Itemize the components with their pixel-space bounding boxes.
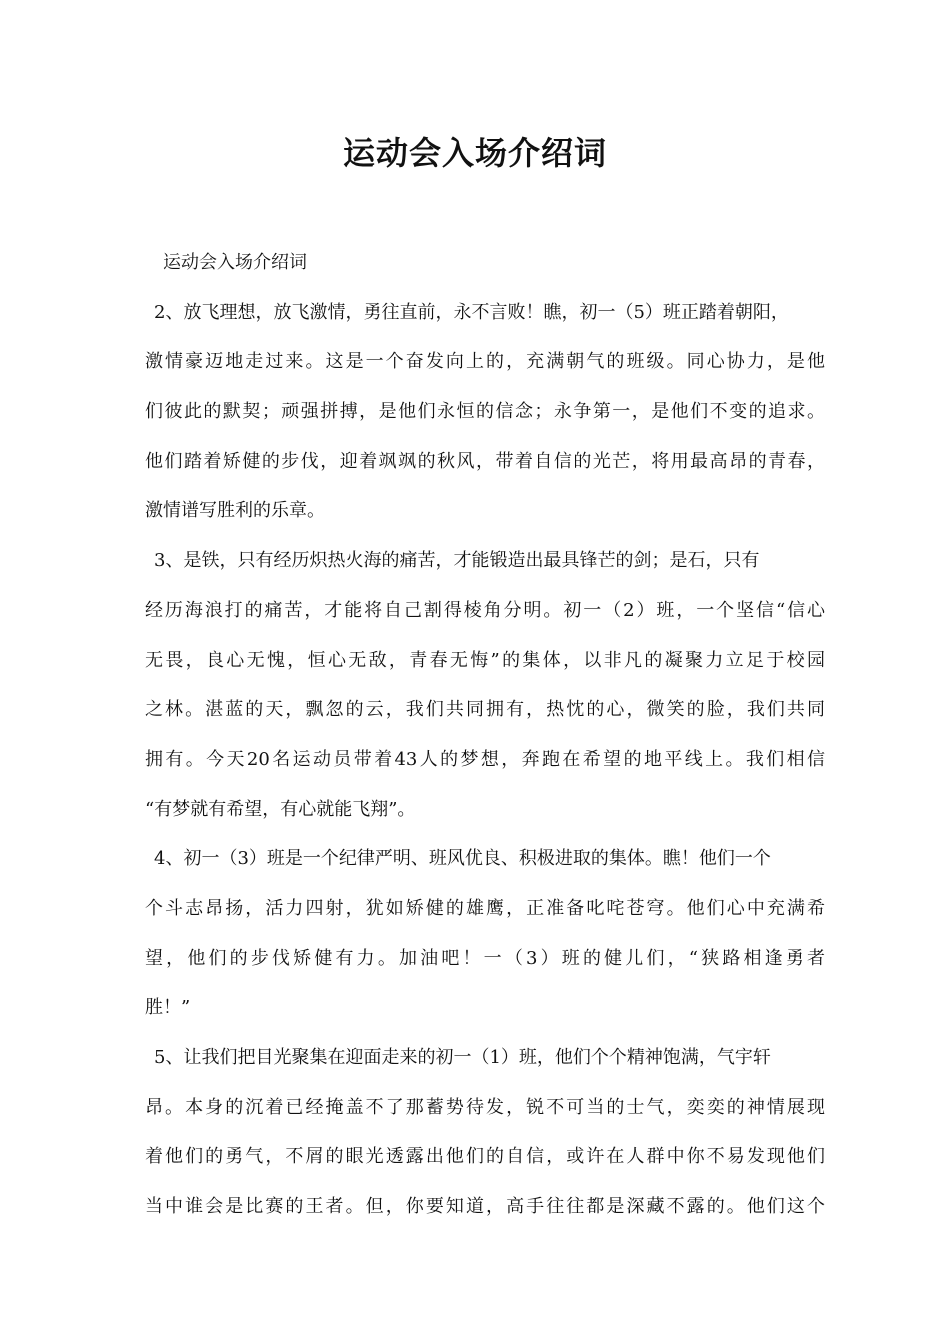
text-line: 们彼此的默契；顽强拼搏，是他们永恒的信念；永争第一，是他们不变的追求。	[145, 401, 825, 423]
document-title: 运动会入场介绍词	[342, 134, 607, 172]
text-line: 3、是铁，只有经历炽热火海的痛苦，才能锻造出最具锋芒的剑；是石，只有	[154, 550, 760, 572]
text-line: 4、初一（3）班是一个纪律严明、班风优良、积极进取的集体。瞧！他们一个	[154, 848, 771, 870]
text-line: 个斗志昂扬，活力四射，犹如矫健的雄鹰，正准备叱咤苍穹。他们心中充满希	[145, 897, 825, 919]
text-line: 胜！”	[145, 997, 191, 1019]
text-line: 激情谱写胜利的乐章。	[145, 500, 325, 522]
text-line: 拥有。今天20名运动员带着43人的梦想，奔跑在希望的地平线上。我们相信	[145, 748, 825, 770]
document-body	[145, 243, 825, 1237]
text-line: 昂。本身的沉着已经掩盖不了那蓄势待发，锐不可当的士气，奕奕的神情展现	[145, 1096, 825, 1118]
text-line: 无畏，良心无愧，恒心无敌，青春无悔”的集体，以非凡的凝聚力立足于校园	[145, 649, 825, 671]
text-line: 着他们的勇气，不屑的眼光透露出他们的自信，或许在人群中你不易发现他们	[145, 1146, 825, 1168]
text-line: 2、放飞理想，放飞激情，勇往直前，永不言败！瞧，初一（5）班正踏着朝阳，	[154, 301, 789, 323]
text-line: 激情豪迈地走过来。这是一个奋发向上的，充满朝气的班级。同心协力，是他	[145, 351, 825, 373]
text-line: 之林。湛蓝的天，飘忽的云，我们共同拥有，热忱的心，微笑的脸，我们共同	[145, 699, 825, 721]
text-line: 望，他们的步伐矫健有力。加油吧！一（3）班的健儿们，“狭路相逢勇者	[145, 947, 825, 969]
text-line: 他们踏着矫健的步伐，迎着飒飒的秋风，带着自信的光芒，将用最高昂的青春，	[145, 450, 825, 472]
text-line: 经历海浪打的痛苦，才能将自己割得棱角分明。初一（2）班，一个坚信“信心	[145, 599, 825, 621]
text-line: 5、让我们把目光聚集在迎面走来的初一（1）班，他们个个精神饱满，气宇轩	[154, 1047, 771, 1068]
text-line: 当中谁会是比赛的王者。但，你要知道，高手往往都是深藏不露的。他们这个	[145, 1196, 825, 1218]
document-subtitle: 运动会入场介绍词	[163, 252, 307, 273]
text-line: “有梦就有希望，有心就能飞翔”。	[145, 798, 416, 820]
